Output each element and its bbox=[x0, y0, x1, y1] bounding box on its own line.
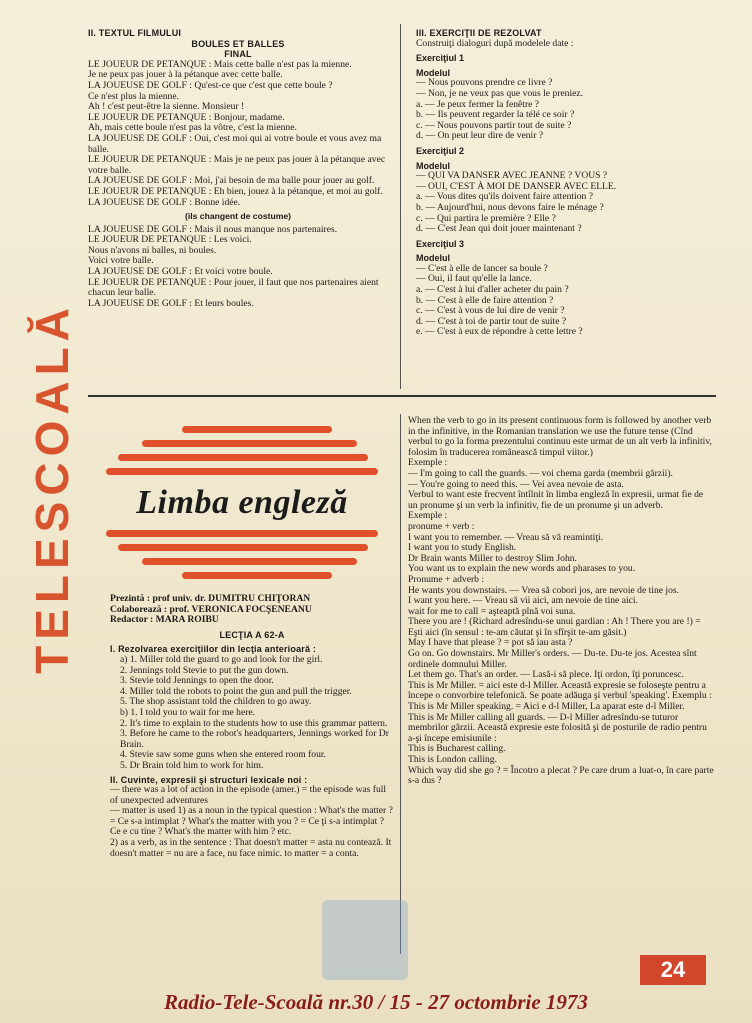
dialogue-line: LA JOUEUSE DE GOLF : Et leurs boules. bbox=[88, 297, 254, 309]
credit-line: Colaborează : prof. VERONICA FOCŞENEANU bbox=[110, 603, 312, 615]
credit-line: Redactor : MARA ROIBU bbox=[110, 614, 219, 626]
grammar-paragraph: This is Mr Miller. = aici este d-l Miller. Această expresie se foloseşte pentru a începe o convorbire telefonică. Se poate adăuga şi verbul 'speaking'. Exemplu : This is Mr Miller speaking. = Aici e d-l Miller, La aparat este d-l Miller. bbox=[408, 679, 712, 713]
grammar-paragraph: Dr Brain wants Miller to destroy Slim John. bbox=[408, 552, 577, 564]
dialogue-line: LE JOUEUR DE PETANQUE : Eh bien, jouez à la pétanque, et moi au golf. bbox=[88, 185, 383, 197]
credit-line: Prezintă : prof univ. dr. DUMITRU CHIŢORAN bbox=[110, 593, 311, 604]
exercise-model: Modelul bbox=[416, 67, 450, 78]
section-heading: III. EXERCIŢII DE REZOLVAT bbox=[416, 28, 542, 38]
exercise-line: c. — Nous pouvons partir tout de suite ? bbox=[416, 119, 572, 131]
section-heading: II. TEXTUL FILMULUI bbox=[88, 28, 182, 38]
exercise-intro: Construiţi dialoguri după modelele date : bbox=[416, 37, 574, 49]
film-title: BOULES ET BALLES bbox=[191, 38, 285, 49]
exercise-line: d. — On peut leur dire de venir ? bbox=[416, 130, 544, 142]
watermark-stamp bbox=[322, 900, 408, 980]
grammar-paragraph: I want you to study English. bbox=[408, 542, 517, 554]
dialogue-line: Voici votre balle. bbox=[88, 255, 154, 267]
grammar-paragraph: This is London calling. bbox=[408, 754, 497, 765]
exercise-line: d. — C'est à toi de partir tout de suite ? bbox=[416, 315, 567, 327]
exercise-line: c. — Qui partira le première ? Elle ? bbox=[416, 212, 556, 224]
grammar-paragraph: — You're going to need this. — Vei avea nevoie de asta. bbox=[408, 478, 624, 490]
grammar-paragraph: — I'm going to call the guards. — voi chema garda (membrii gărzii). bbox=[408, 467, 673, 479]
dialogue-line: Ce n'est plus la mienne. bbox=[88, 90, 179, 102]
exercise-model: Modelul bbox=[416, 253, 450, 264]
sidebar-title-text: TELESCOALĂ bbox=[26, 302, 78, 674]
answer-line: 4. Miller told the robots to point the gun and pull the trigger. bbox=[120, 685, 352, 697]
grammar-paragraph: He wants you downstairs. — Vrea să cobori jos, are nevoie de tine jos. bbox=[408, 584, 680, 596]
exercise-line: d. — C'est Jean qui doit jouer maintenant ? bbox=[416, 223, 582, 235]
dialogue-line: LA JOUEUSE DE GOLF : Et voici votre boule. bbox=[88, 266, 273, 278]
exercise-line: — Nous pouvons prendre ce livre ? bbox=[416, 77, 553, 89]
grammar-paragraph: pronume + verb : bbox=[408, 520, 475, 532]
dialogue-line: Ah ! c'est peut-être la sienne. Monsieur ! bbox=[88, 101, 245, 113]
exercise-line: c. — C'est à vous de lui dire de venir ? bbox=[416, 305, 565, 317]
film-text-column bbox=[88, 28, 388, 309]
grammar-paragraph: Pronume + adverb : bbox=[408, 573, 485, 585]
exercise-title: Exerciţiul 3 bbox=[416, 238, 465, 249]
stage-note: (ils changent de costume) bbox=[184, 211, 291, 222]
grammar-paragraph: When the verb to go in its present continuous form is followed by another verb in the infinitive, in the Romanian translation we use the future tense (Cînd verbul to go la forma prezentului continuu este urmat de un alt verb la infinitiv, folosim în traducerea românească timpul viitor.) bbox=[408, 415, 712, 458]
dialogue-line: LE JOUEUR DE PETANQUE : Les voici. bbox=[88, 234, 252, 246]
answer-line: 3. Before he came to the robot's headquarters, Jennings worked for Dr Brain. bbox=[120, 728, 389, 750]
dialogue-line: LE JOUEUR DE PETANQUE : Mais cette balle n'est pas la mienne. bbox=[88, 58, 352, 70]
dialogue-line: LA JOUEUSE DE GOLF : Qu'est-ce que c'est que cette boule ? bbox=[88, 79, 333, 91]
exercise-line: a. — Je peux fermer la fenêtre ? bbox=[416, 98, 540, 110]
section-heading: I. Rezolvarea exerciţiilor din lecţia anterioară : bbox=[110, 644, 317, 655]
answer-line: 2. It's time to explain to the students how to use this grammar pattern. bbox=[120, 717, 388, 729]
grammar-paragraph: This is Bucharest calling. bbox=[408, 743, 506, 755]
exercise-line: b. — Aujourd'hui, nous devons faire le ménage ? bbox=[416, 201, 604, 213]
grammar-paragraph: You want us to explain the new words and pharases to you. bbox=[408, 563, 636, 575]
exercise-line: a. — Vous dites qu'ils doivent faire attention ? bbox=[416, 191, 593, 203]
dialogue-line: Nous n'avons ni balles, ni boules. bbox=[88, 244, 217, 256]
exercise-line: e. — C'est à eux de répondre à cette lettre ? bbox=[416, 326, 583, 338]
grammar-paragraph: This is Mr Miller calling all guards. — D-l Miller adresîndu-se tuturor membrilor gărzii. Această expresie este folosită şi de posturile de radio pentru a-şi începe emisiunile : bbox=[408, 711, 707, 744]
exercise-line: — QUI VA DANSER AVEC JEANNE ? VOUS ? bbox=[416, 170, 608, 182]
dialogue-line: LE JOUEUR DE PETANQUE : Bonjour, madame. bbox=[88, 111, 285, 123]
page-number: 24 bbox=[640, 955, 706, 985]
section-divider bbox=[88, 395, 716, 397]
vocab-entry: — there was a lot of action in the episode (amer.) = the episode was full of unexpected adventures bbox=[110, 784, 387, 806]
column-divider-top bbox=[400, 24, 401, 389]
exercise-line: — Oui, il faut qu'elle la lance. bbox=[416, 273, 532, 285]
dialogue-line: LE JOUEUR DE PETANQUE : Pour jouer, il faut que nos partenaires aient chacun leur balle. bbox=[88, 276, 379, 299]
dialogue-line: Ah, mais cette boule n'est pas la vôtre, c'est la mienne. bbox=[88, 122, 297, 134]
dialogue-line: LA JOUEUSE DE GOLF : Mais il nous manque nos partenaires. bbox=[88, 223, 338, 235]
answer-line: 5. The shop assistant told the children to go away. bbox=[120, 696, 312, 708]
dialogue-line: Je ne peux pas jouer à la pétanque avec cette balle. bbox=[88, 69, 283, 81]
exercise-line: — C'est à elle de lancer sa boule ? bbox=[416, 262, 548, 274]
answer-line: b) 1. I told you to wait for me here. bbox=[120, 706, 256, 718]
dialogue-line: LA JOUEUSE DE GOLF : Oui, c'est moi qui ai votre boule et vous avez ma balle. bbox=[88, 132, 382, 155]
dialogue-line: LE JOUEUR DE PETANQUE : Mais je ne peux pas jouer à la pétanque avec votre balle. bbox=[88, 154, 386, 176]
grammar-paragraph: Exemple : bbox=[408, 457, 448, 469]
grammar-paragraph: I want you here. — Vreau să vii aici, am nevoie de tine aici. bbox=[408, 595, 638, 607]
exercise-title: Exerciţiul 1 bbox=[416, 53, 465, 64]
exercise-model: Modelul bbox=[416, 160, 450, 171]
column-divider-bottom bbox=[400, 414, 401, 954]
vocab-entry: — matter is used 1) as a noun in the typical question : What's the matter ? = Ce s-a intimplat ? What's the matter with you ? = Ce ţi s-a intimplat ? Ce e cu tine ? What's the matter with him ? etc. bbox=[110, 805, 393, 838]
grammar-paragraph: wait for me to call = aşteaptă pînă voi suna. bbox=[408, 605, 576, 617]
dialogue-line: LA JOUEUSE DE GOLF : Moi, j'ai besoin de ma balle pour jouer au golf. bbox=[88, 175, 375, 187]
answer-line: 5. Dr Brain told him to work for him. bbox=[120, 759, 264, 771]
answer-line: 2. Jennings told Stevie to put the gun down. bbox=[120, 664, 289, 676]
grammar-paragraph: Let them go. That's an order. — Lasă-i să plece. Iţi ordon, îţi poruncesc. bbox=[408, 669, 684, 681]
grammar-paragraph: There you are ! (Richard adresîndu-se unui gardian : Ah ! There you are !) = Eşti aici (în sensul : te-am căutat şi în sfîrşit te-am găsit.) bbox=[408, 616, 701, 638]
footer-caption: Radio-Tele-Scoală nr.30 / 15 - 27 octombrie 1973 bbox=[164, 990, 588, 1014]
answer-line: a) 1. Miller told the guard to go and look for the girl. bbox=[120, 653, 323, 665]
grammar-paragraph: I want you to remember. — Vreau să vă reamintiţi. bbox=[408, 531, 604, 543]
dialogue-line: LA JOUEUSE DE GOLF : Bonne idée. bbox=[88, 196, 241, 208]
course-logo: Limba engleză bbox=[136, 484, 348, 521]
answer-line: 4. Stevie saw some guns when she entered room four. bbox=[120, 749, 326, 761]
exercise-line: b. — Ils peuvent regarder la télé ce soir ? bbox=[416, 109, 575, 121]
exercise-line: — Non, je ne veux pas que vous le preniez. bbox=[416, 87, 584, 99]
grammar-paragraph: Exemple : bbox=[408, 510, 448, 522]
grammar-paragraph: May I have that please ? = pot să iau asta ? bbox=[408, 637, 573, 649]
lesson-number: LECŢIA A 62-A bbox=[219, 629, 285, 640]
exercise-line: a. — C'est à lui d'aller acheter du pain ? bbox=[416, 284, 569, 296]
lesson-column bbox=[110, 594, 394, 859]
exercise-line: — OUI, C'EST À MOI DE DANSER AVEC ELLE. bbox=[416, 180, 617, 192]
vocab-entry: 2) as a verb, as in the sentence : That doesn't matter = asta nu contează. It doesn't matter = nu are a face, nu face nimic. to matter = a conta. bbox=[110, 837, 392, 859]
answer-line: 3. Stevie told Jennings to open the door. bbox=[120, 675, 274, 687]
grammar-paragraph: Go on. Go downstairs. Mr Miller's orders. — Du-te. Du-te jos. Acestea sînt ordinele domnului Miller. bbox=[408, 648, 697, 670]
exercise-title: Exerciţiul 2 bbox=[416, 145, 465, 156]
grammar-column bbox=[408, 416, 714, 787]
section-heading: II. Cuvinte, expresii şi structuri lexicale noi : bbox=[110, 774, 308, 785]
sidebar-title bbox=[26, 268, 78, 708]
grammar-paragraph: Verbul to want este frecvent întîlnit în limba engleză în expresii, urmat fie de un pronume şi un verb la infinitiv, fie de un pronume şi un adverb. bbox=[408, 489, 704, 511]
grammar-paragraph: Which way did she go ? = Încotro a plecat ? Pe care drum a luat-o, în care parte s-a dus ? bbox=[408, 764, 714, 787]
exercises-column bbox=[416, 28, 716, 338]
film-subtitle: FINAL bbox=[224, 49, 252, 60]
exercise-line: b. — C'est à elle de faire attention ? bbox=[416, 294, 554, 306]
